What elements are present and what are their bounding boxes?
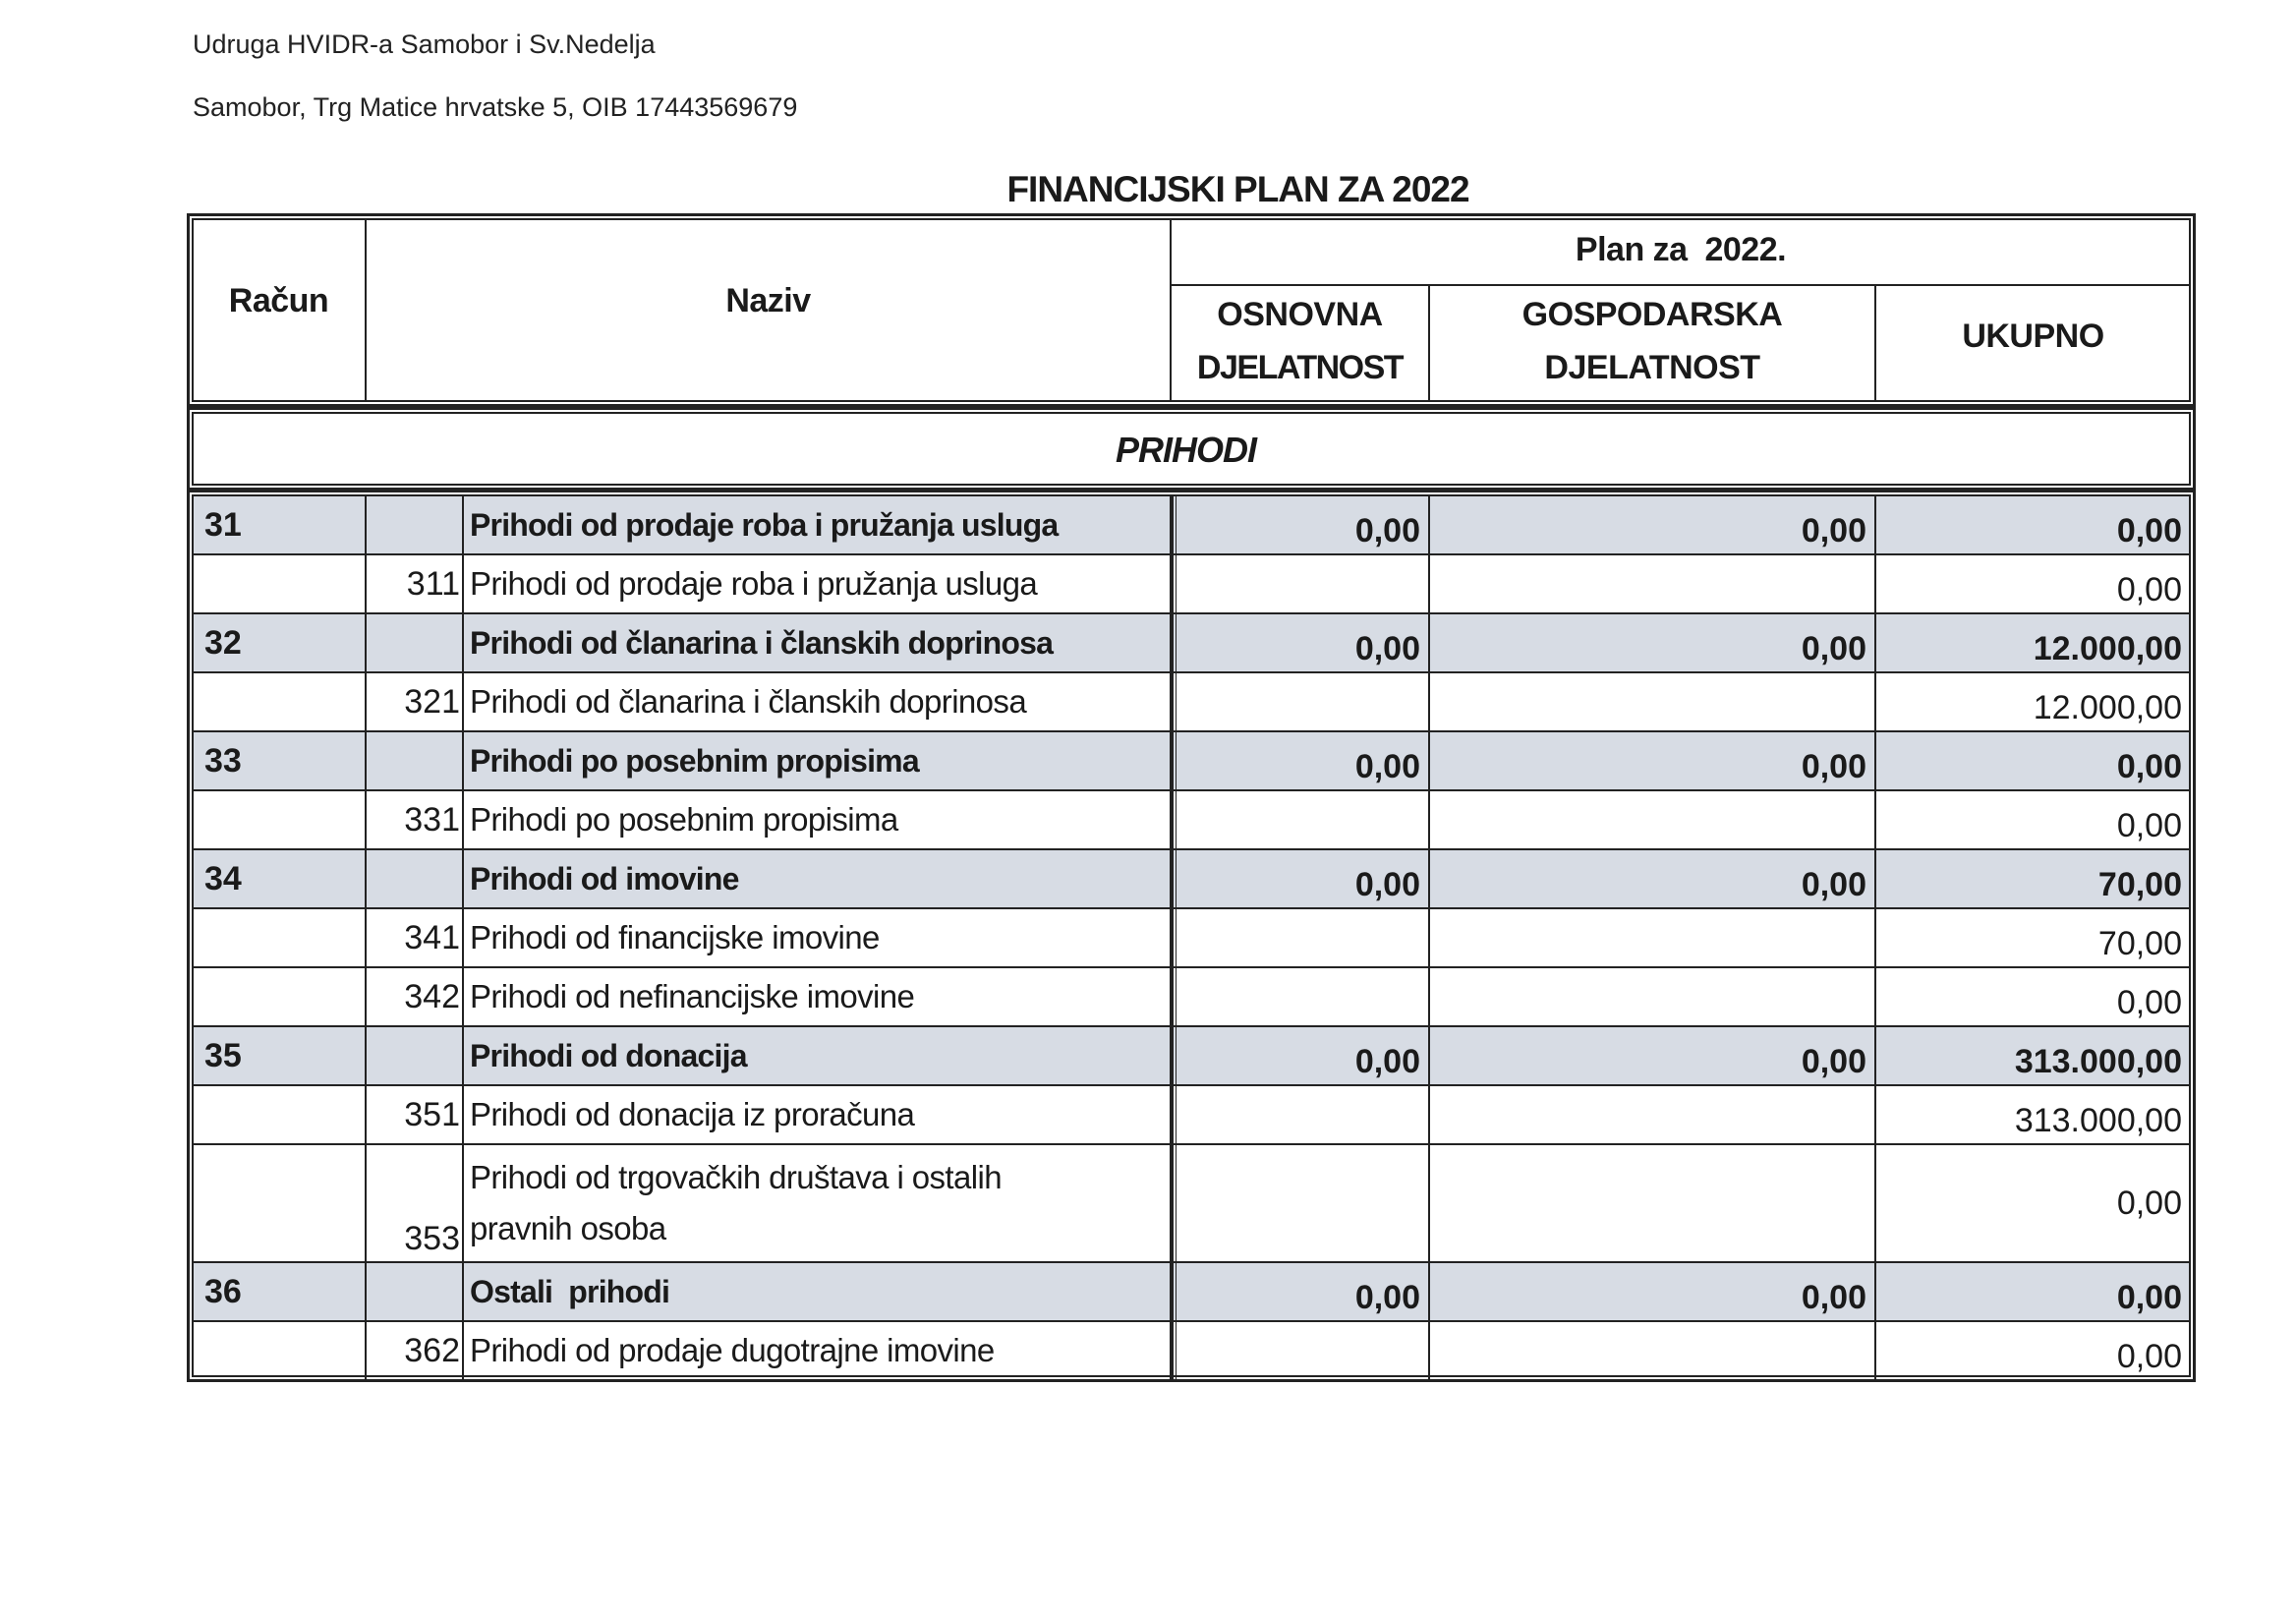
document-title: FINANCIJSKI PLAN ZA 2022: [1006, 169, 1469, 209]
value-total: 0,00: [2116, 512, 2182, 550]
value-economic: 0,00: [1801, 748, 1866, 785]
header-basic-line1: OSNOVNA: [1217, 296, 1383, 333]
header-basic-line2: DJELATNOST: [1196, 349, 1404, 386]
account-name: Prihodi od donacija iz proračuna: [470, 1096, 915, 1132]
organization-address: Samobor, Trg Matice hrvatske 5, OIB 17443569679: [193, 92, 798, 122]
header-total: UKUPNO: [1962, 318, 2104, 355]
value-basic: 0,00: [1354, 512, 1420, 550]
account-code: 32: [204, 623, 242, 662]
account-name: Prihodi po posebnim propisima: [470, 801, 898, 838]
account-code: 353: [404, 1220, 460, 1257]
header-divider-plan: [1170, 284, 2190, 286]
value-total: 0,00: [2116, 1279, 2182, 1316]
value-total: 313.000,00: [2014, 1102, 2182, 1139]
value-total: 0,00: [2116, 571, 2182, 608]
account-code: 36: [204, 1272, 242, 1310]
account-name: Prihodi od prodaje roba i pružanja usluga: [470, 506, 1059, 543]
account-code: 35: [204, 1036, 242, 1074]
header-plan: Plan za 2022.: [1575, 231, 1787, 268]
account-code: 311: [406, 564, 460, 603]
table-body-inner-frame: [192, 494, 2191, 1377]
value-basic: 0,00: [1354, 748, 1420, 785]
value-total: 0,00: [2116, 807, 2182, 844]
organization-name: Udruga HVIDR-a Samobor i Sv.Nedelja: [193, 29, 656, 59]
account-code: 362: [404, 1331, 460, 1369]
header-economic-line1: GOSPODARSKA: [1521, 296, 1783, 333]
account-name: Prihodi od članarina i članskih doprinosa: [470, 624, 1054, 661]
value-total: 12.000,00: [2033, 689, 2182, 726]
header-economic-line2: DJELATNOST: [1544, 349, 1760, 386]
account-name: Prihodi od prodaje dugotrajne imovine: [470, 1332, 995, 1368]
account-code: 351: [404, 1095, 460, 1133]
header-account: Račun: [228, 282, 329, 319]
value-economic: 0,00: [1801, 512, 1866, 550]
account-name: Prihodi od nefinancijske imovine: [470, 978, 915, 1014]
account-name: Prihodi od imovine: [470, 860, 739, 897]
section-label-prihodi: PRIHODI: [1116, 430, 1257, 470]
value-basic: 0,00: [1354, 1043, 1420, 1080]
value-economic: 0,00: [1801, 1279, 1866, 1316]
account-name-line1: Prihodi od trgovačkih društava i ostalih: [470, 1159, 1002, 1195]
value-total: 70,00: [2097, 866, 2182, 903]
account-name: Prihodi po posebnim propisima: [470, 742, 919, 779]
value-total: 0,00: [2116, 748, 2182, 785]
value-total: 70,00: [2097, 925, 2182, 962]
account-code: 342: [404, 977, 460, 1015]
account-code: 33: [204, 741, 242, 780]
value-total: 12.000,00: [2033, 630, 2182, 667]
account-name: Prihodi od donacija: [470, 1037, 747, 1073]
account-name: Ostali prihodi: [470, 1273, 670, 1309]
value-total: 0,00: [2116, 1184, 2182, 1222]
account-name: Prihodi od prodaje roba i pružanja usluga: [470, 565, 1038, 602]
value-basic: 0,00: [1354, 630, 1420, 667]
value-economic: 0,00: [1801, 630, 1866, 667]
account-code: 34: [204, 859, 242, 897]
value-total: 0,00: [2116, 1338, 2182, 1375]
account-code: 31: [204, 505, 242, 544]
financial-plan-table: [187, 213, 2196, 1375]
value-basic: 0,00: [1354, 1279, 1420, 1316]
value-economic: 0,00: [1801, 1043, 1866, 1080]
account-name: Prihodi od članarina i članskih doprinosa: [470, 683, 1027, 720]
account-name-line2: pravnih osoba: [470, 1210, 666, 1246]
value-basic: 0,00: [1354, 866, 1420, 903]
table-body: [187, 490, 2196, 1375]
account-code: 331: [404, 800, 460, 839]
value-total: 0,00: [2116, 984, 2182, 1021]
account-name: Prihodi od financijske imovine: [470, 919, 880, 955]
header-name: Naziv: [725, 282, 811, 319]
account-code: 321: [404, 682, 460, 721]
account-code: 341: [404, 918, 460, 956]
value-total: 313.000,00: [2014, 1043, 2182, 1080]
value-economic: 0,00: [1801, 866, 1866, 903]
